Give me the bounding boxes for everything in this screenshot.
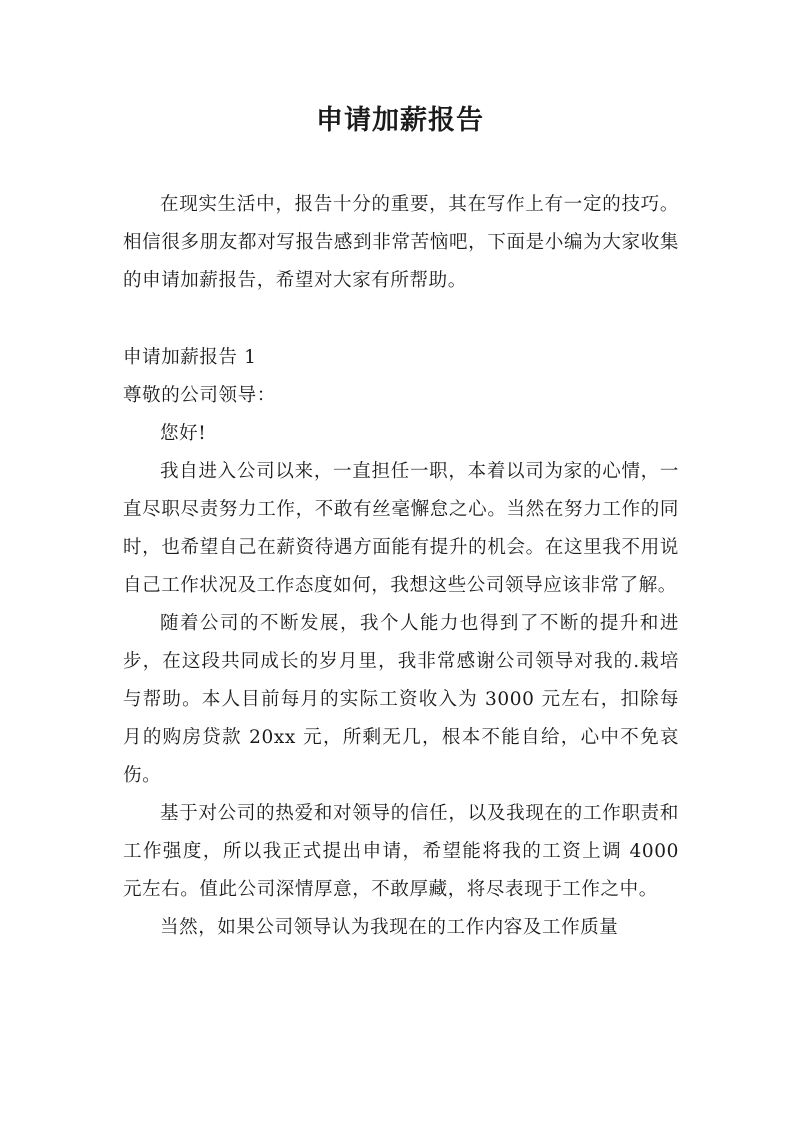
- letter-section: [123, 339, 679, 947]
- document-title: 申请加薪报告: [316, 105, 484, 136]
- body-paragraph-4: 当然，如果公司领导认为我现在的工作内容及工作质量: [160, 917, 619, 938]
- body-paragraph-2: 随着公司的不断发展，我个人能力也得到了不断的提升和进步，在这段共同成长的岁月里，我非常感谢公司领导对我的.栽培与帮助。本人目前每月的实际工资收入为 3000 元左右，扣除每月的购房贷款 20xx 元，所剩无几，根本不能自给，心中不免哀伤。: [123, 613, 679, 786]
- greeting: 您好!: [160, 423, 207, 444]
- salutation: 尊敬的公司领导：: [123, 385, 276, 406]
- body-paragraph-3: 基于对公司的热爱和对领导的信任，以及我现在的工作职责和工作强度，所以我正式提出申请，希望能将我的工资上调 4000 元左右。值此公司深情厚意，不敢厚藏，将尽表现于工作之中。: [123, 803, 679, 900]
- section-heading: 申请加薪报告 1: [123, 347, 257, 368]
- body-paragraph-1: 我自进入公司以来，一直担任一职，本着以司为家的心情，一直尽职尽责努力工作，不敢有丝毫懈怠之心。当然在努力工作的同时，也希望自己在薪资待遇方面能有提升的机会。在这里我不用说自己工作状况及工作态度如何，我想这些公司领导应该非常了解。: [123, 461, 679, 596]
- intro-paragraph: 在现实生活中，报告十分的重要，其在写作上有一定的技巧。相信很多朋友都对写报告感到非常苦恼吧，下面是小编为大家收集的申请加薪报告，希望对大家有所帮助。: [123, 194, 679, 291]
- intro-section: [123, 186, 679, 300]
